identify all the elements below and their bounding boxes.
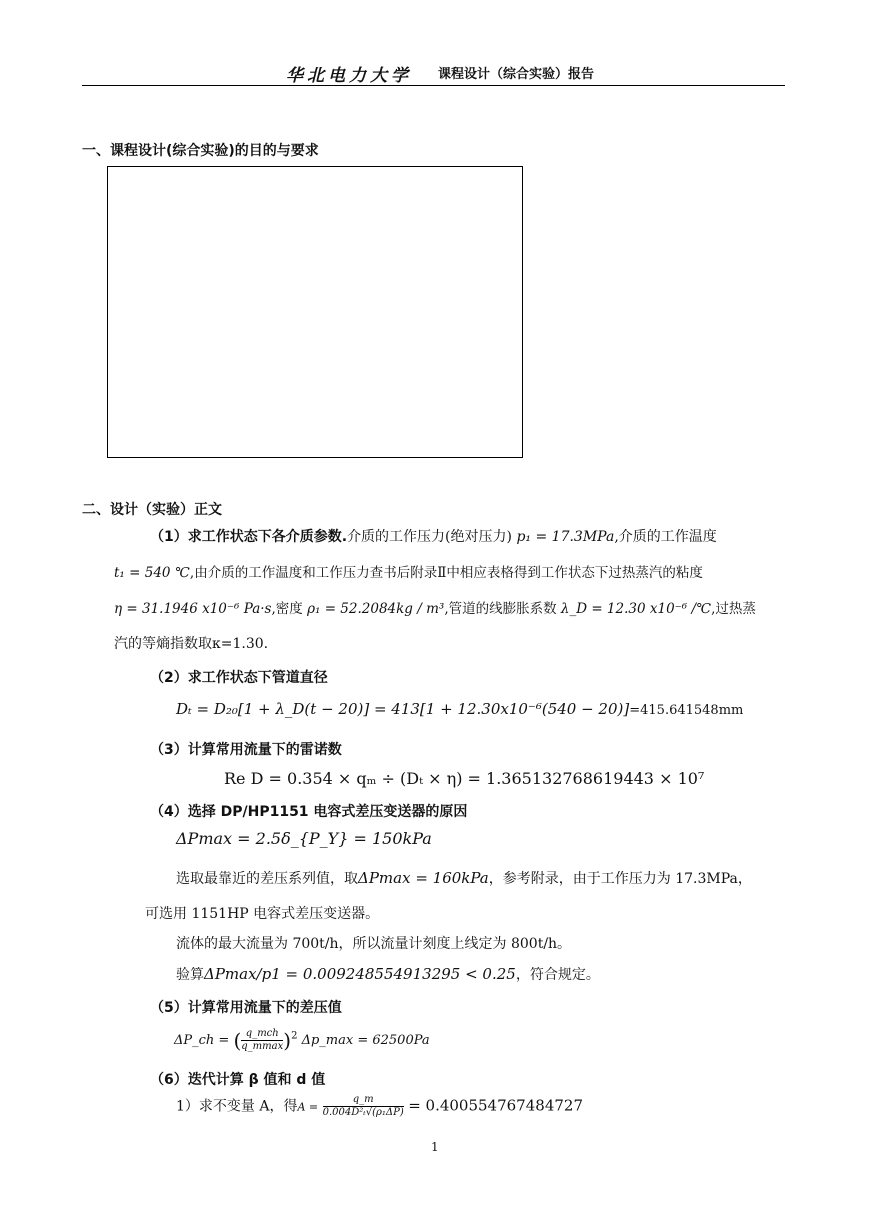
invariant-a-fraction (323, 1094, 404, 1119)
report-header-title: 课程设计（综合实验）报告 (438, 67, 595, 82)
section-2-title: 二、设计（实验）正文 (82, 502, 222, 518)
step1-heading: （1）求工作状态下各介质参数. (150, 529, 348, 545)
university-logo-text: 华北电力大学 (286, 66, 412, 86)
ratio-check-equation: ΔPmax/p1 = 0.009248554913295 < 0.25 (204, 965, 516, 983)
invariant-a-den: 0.004D²ₜ√(ρ₁ΔP) (322, 1107, 404, 1118)
step1-text-f: ,过热蒸 (711, 601, 756, 617)
flow-ratio-num: q_mch (241, 1028, 283, 1041)
step6-line-a: 1）求不变量 A，得 (176, 1098, 298, 1115)
diameter-result: =415.641548mm (629, 703, 744, 718)
dp-max-selected: ΔPmax = 160kPa (358, 869, 489, 887)
step3-heading: （3）计算常用流量下的雷诺数 (150, 742, 342, 758)
invariant-a-rhs: = 0.400554767484727 (408, 1096, 583, 1115)
step1-text-a: 介质的工作压力(绝对压力) (347, 529, 512, 545)
dp-ch-rhs: Δp_max = 62500Pa (301, 1033, 430, 1048)
dp-ch-lhs: ΔP_ch = (174, 1033, 230, 1048)
invariant-a-line (176, 1094, 583, 1119)
step1-line4: 汽的等熵指数取κ=1.30. (114, 636, 269, 652)
section-1-title: 一、课程设计(综合实验)的目的与要求 (82, 143, 319, 159)
invariant-a-lhs: A = (297, 1100, 319, 1114)
step4-line1 (176, 868, 752, 889)
step4-line3: 流体的最大流量为 700t/h，所以流量计刻度上线定为 800t/h。 (176, 936, 572, 952)
step1-text-b: ,介质的工作温度 (614, 529, 717, 545)
step4-line2: 可选用 1151HP 电容式差压变送器。 (145, 906, 380, 922)
t1-equation: t₁ = 540 ℃ (114, 565, 190, 581)
step4-line4-b: ，符合规定。 (515, 967, 600, 983)
dp-max-equation: ΔPmax = 2.5δ_{P_Y} = 150kPa (176, 829, 432, 848)
purpose-requirements-box (107, 166, 523, 458)
lambda-equation: λ_D = 12.30 x10⁻⁶ /℃ (560, 601, 712, 617)
flow-ratio-fraction (241, 1028, 283, 1053)
step5-heading: （5）计算常用流量下的差压值 (150, 1000, 342, 1016)
step4-line1-a: 选取最靠近的差压系列值，取 (176, 871, 358, 887)
page-number: 1 (431, 1140, 439, 1154)
step2-equation-line (176, 700, 743, 718)
step1-line1 (150, 527, 790, 547)
invariant-a-num: q_m (323, 1094, 404, 1107)
step2-heading: （2）求工作状态下管道直径 (150, 670, 328, 686)
step4-line4-a: 验算 (176, 967, 204, 983)
step4-heading: （4）选择 DP/HP1151 电容式差压变送器的原因 (150, 804, 468, 820)
rho-equation: ρ₁ = 52.2084kg / m³ (307, 601, 445, 617)
step1-line2 (114, 563, 794, 583)
step4-line4 (176, 964, 600, 985)
header-divider (82, 85, 785, 86)
step4-line1-b: ，参考附录，由于工作压力为 17.3MPa， (488, 871, 752, 887)
p1-equation: p₁ = 17.3MPa (516, 529, 615, 545)
flow-ratio-den: q_mmax (241, 1041, 284, 1052)
step1-text-c: ,由介质的工作温度和工作压力查书后附录Ⅱ中相应表格得到工作状态下过热蒸汽的粘度 (189, 565, 703, 581)
step6-heading: （6）迭代计算 β 值和 d 值 (150, 1072, 326, 1088)
dp-ch-equation: ΔP_ch = ( $\frac{\text{q\_mch}}{q\_mmax}$ )$^2$ Δp_max = 62500Pa (174, 1028, 430, 1053)
reynolds-equation: Re D = 0.354 × qₘ ÷ (Dₜ × η) = 1.365132768619443 × 10⁷ (224, 769, 705, 788)
step1-text-d: ,密度 (271, 601, 303, 617)
step1-line3 (114, 599, 794, 619)
diameter-equation: Dₜ = D₂₀[1 + λ_D(t − 20)] = 413[1 + 12.30x10⁻⁶(540 − 20)] (176, 700, 630, 718)
eta-equation: η = 31.1946 x10⁻⁶ Pa·s (114, 601, 272, 617)
step1-text-e: ,管道的线膨胀系数 (444, 601, 557, 617)
